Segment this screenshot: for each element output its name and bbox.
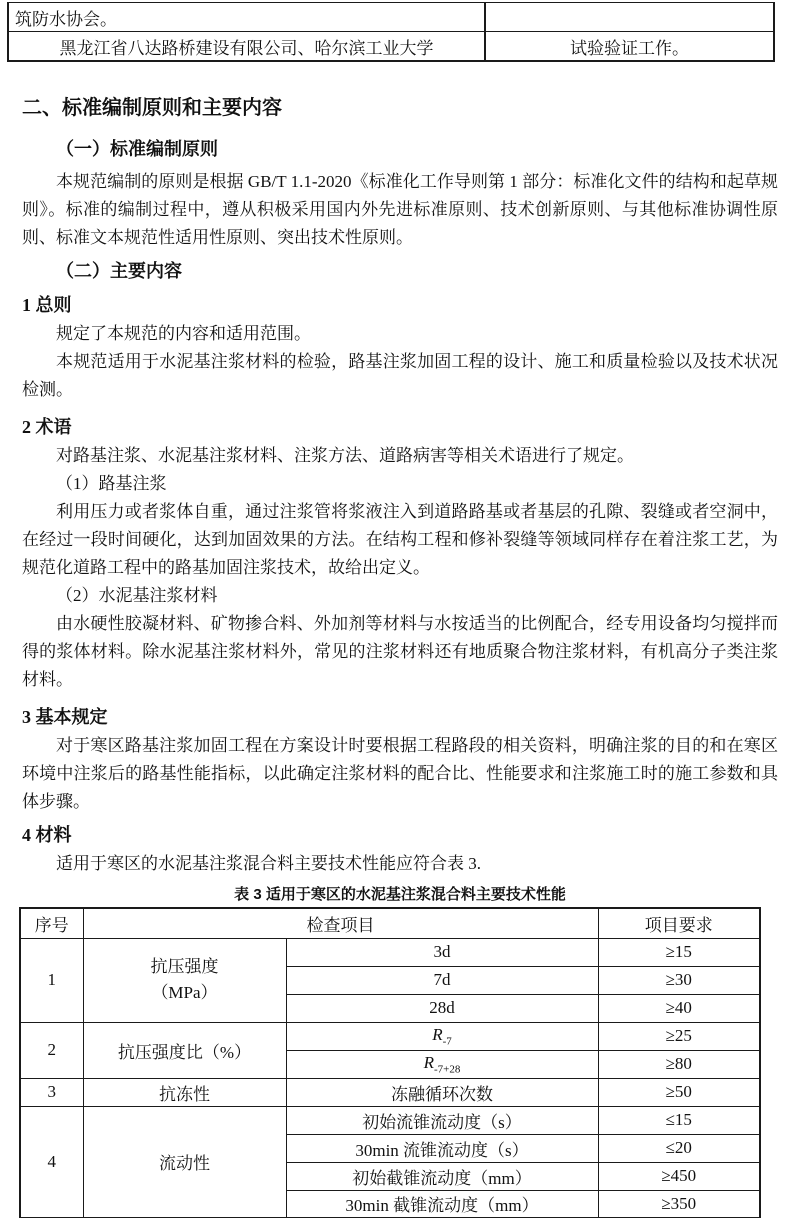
paragraph: 适用于寒区的水泥基注浆混合料主要技术性能应符合表 3.	[56, 854, 481, 873]
table-row	[20, 938, 760, 966]
paragraph: 本规范适用于水泥基注浆材料的检验，路基注浆加固工程的设计、施工和质量检验以及技术状况检测。	[22, 352, 778, 399]
sub-item-cell: 初始流锥流动度（s）	[286, 1106, 598, 1134]
table-row	[20, 1078, 760, 1106]
requirement-cell: ≥15	[598, 938, 760, 966]
term-2-label: （2）水泥基注浆材料	[56, 586, 218, 605]
requirement-cell: ≥350	[598, 1190, 760, 1218]
requirement-cell: ≤20	[598, 1134, 760, 1162]
sub-item-cell: 28d	[286, 994, 598, 1022]
section-heading: 二、标准编制原则和主要内容	[22, 97, 282, 119]
requirement-cell: ≥80	[598, 1050, 760, 1078]
symbol-base: R	[423, 1052, 434, 1072]
index-cell: 2	[20, 1022, 83, 1078]
organization-cell: 筑防水协会。	[8, 3, 485, 32]
item-name-line: 抗压强度	[150, 957, 219, 976]
index-cell: 1	[20, 938, 83, 1022]
work-cell	[485, 3, 774, 32]
symbol-subscript: -7+28	[434, 1063, 461, 1076]
term-2-definition: 由水硬性胶凝材料、矿物掺合料、外加剂等材料与水按适当的比例配合，经专用设备均匀搅拌而得的浆体材料。除水泥基注浆材料外，常见的注浆材料还有地质聚合物注浆材料，有机高分子类注浆材料。	[22, 614, 778, 689]
paragraph: 对于寒区路基注浆加固工程在方案设计时要根据工程路段的相关资料，明确注浆的目的和在寒区环境中注浆后的路基性能指标，以此确定注浆材料的配合比、性能要求和注浆施工时的施工参数和具体步骤。	[22, 736, 778, 811]
sub-item-cell: 30min 截锥流动度（mm）	[286, 1190, 598, 1218]
subsection-2-heading: （二）主要内容	[56, 261, 182, 281]
sub-item-cell: 冻融循环次数	[286, 1078, 598, 1106]
paragraph: 规定了本规范的内容和适用范围。	[56, 324, 311, 343]
requirement-cell: ≥450	[598, 1162, 760, 1190]
item-name-cell: 抗冻性	[83, 1078, 286, 1106]
column-header-index: 序号	[20, 908, 83, 938]
clause-1-heading: 1 总则	[22, 295, 72, 315]
organization-cell: 黑龙江省八达路桥建设有限公司、哈尔滨工业大学	[8, 32, 485, 62]
item-name-line: （MPa）	[151, 983, 218, 1002]
sub-item-cell: 3d	[286, 938, 598, 966]
sub-item-cell	[286, 1022, 598, 1050]
paragraph: 对路基注浆、水泥基注浆材料、注浆方法、道路病害等相关术语进行了规定。	[56, 446, 634, 465]
table-row	[8, 32, 774, 62]
work-cell: 试验验证工作。	[485, 32, 774, 62]
table-3-caption: 表 3 适用于寒区的水泥基注浆混合料主要技术性能	[234, 886, 566, 903]
clause-3-heading: 3 基本规定	[22, 707, 108, 727]
index-cell: 3	[20, 1078, 83, 1106]
sub-item-cell: 7d	[286, 966, 598, 994]
table-row	[8, 3, 774, 32]
subsection-1-heading: （一）标准编制原则	[56, 139, 218, 159]
paragraph: 本规范编制的原则是根据 GB/T 1.1-2020《标准化工作导则第 1 部分：标准化文件的结构和起草规则》。标准的编制过程中，遵从积极采用国内外先进标准原则、技术创新原则、与其他标准协调性原则、标准文本规范性适用性原则、突出技术性原则。	[22, 172, 778, 247]
table-header-row	[20, 908, 760, 938]
table-row	[20, 1022, 760, 1050]
requirement-cell: ≤15	[598, 1106, 760, 1134]
requirement-cell: ≥30	[598, 966, 760, 994]
technical-performance-table	[19, 907, 761, 1218]
sub-item-cell: 初始截锥流动度（mm）	[286, 1162, 598, 1190]
sub-item-cell	[286, 1050, 598, 1078]
symbol-base: R	[432, 1024, 443, 1044]
drafting-units-table	[7, 2, 775, 62]
column-header-inspection-item: 检查项目	[83, 908, 598, 938]
document-page	[0, 2, 800, 1218]
clause-4-heading: 4 材料	[22, 825, 72, 845]
requirement-cell: ≥50	[598, 1078, 760, 1106]
item-name-cell: 流动性	[83, 1106, 286, 1218]
requirement-cell: ≥40	[598, 994, 760, 1022]
term-1-definition: 利用压力或者浆体自重，通过注浆管将浆液注入到道路路基或者基层的孔隙、裂缝或者空洞中，在经过一段时间硬化，达到加固效果的方法。在结构工程和修补裂缝等领域同样存在着注浆工艺，为规范化道路工程中的路基加固注浆技术，故给出定义。	[22, 502, 778, 577]
index-cell: 4	[20, 1106, 83, 1218]
requirement-cell: ≥25	[598, 1022, 760, 1050]
clause-2-heading: 2 术语	[22, 417, 72, 437]
item-name-cell: 抗压强度比（%）	[83, 1022, 286, 1078]
term-1-label: （1）路基注浆	[56, 474, 167, 493]
symbol-subscript: -7	[442, 1035, 452, 1048]
table-row	[20, 1106, 760, 1134]
sub-item-cell: 30min 流锥流动度（s）	[286, 1134, 598, 1162]
item-name-cell	[83, 938, 286, 1022]
column-header-requirement: 项目要求	[598, 908, 760, 938]
